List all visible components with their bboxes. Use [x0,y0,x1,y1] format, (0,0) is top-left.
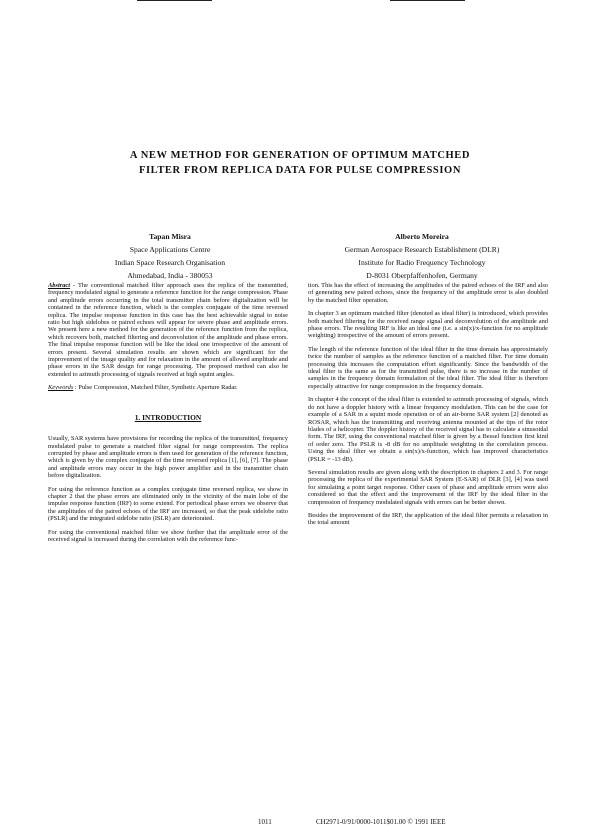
keywords-text: : Pulse Compression, Matched Filter, Synthetic Aperture Radar. [73,384,238,392]
paragraph: In chapter 4 the concept of the ideal filter is extended to azimuth processing of signals, which do not have a doppler history with a linear frequency modulation. This can be the case for example of a SAR in a squint mode operation or of an air-borne SAR system [2] denoted as ROSAR, which has the transmitting and receiving antenna mounted at the tips of the rotor blades of a helicopter. The doppler history of the received signal has to calculate a sinusoidal form. The IRF, using the conventional matched filter is given by a Bessel function first kind of order zero. The PSLR is -8 dB for no amplitude weighting in the correlation process. Using the ideal filter we obtain a sin(x)/x-function, which has improved characteristics (PSLR = -13 dB). [308,396,548,463]
abstract-text: - The conventional matched filter approach uses the replica of the transmitted, frequency modulated signal to generate a reference function for the range compression. Phase and amplitude errors occurring in the total transmitter chain before digitalization will be contained in the reference function, which is the complex conjugate of the time reversed replica. The impulse response function in this case has the best achievable signal to noise ratio but high sidelobes or paired echoes will appear for severe phase and amplitude errors. We present here a new method for the generation of the reference function from the replica, which recovers both, matched filtering and deconvolution of the amplitude and phase errors. The final impulse response function will be like the ideal one irrespective of the amount of errors present. Several simulation results are shown which are significant for the improvement of the image quality and for relaxation in the amount of allowed amplitude and phase errors in the SAR design for range processing. The proposed method can also be extended to azimuth processing of signals received at high squint angles. [48,282,288,378]
paragraph: Besides the improvement of the IRF, the application of the ideal filter permits a relaxation in the total amount [308,511,548,527]
title-line-1: A NEW METHOD FOR GENERATION OF OPTIMUM MATCHED [129,150,471,161]
paragraph: Several simulation results are given along with the description in chapters 2 and 3. For range processing the replica of the experimental SAR System (E-SAR) of DLR [3], [4] was used for simulating a point target response. Other cases of phase and amplitude errors were also considered so that the effect and the improvement of the IRF by the ideal filter in the compression of frequency modulated signals with errors can be better shown. [308,468,548,506]
author-block-2 [302,230,542,282]
abstract-label: Abstract [48,282,71,289]
author-affiliation: Space Applications Centre [129,245,211,254]
left-column [48,282,288,549]
author-name: Alberto Moreira [395,232,449,241]
top-rule-left [137,0,212,1]
author-affiliation: Indian Space Research Organisation [114,258,226,267]
keywords [48,384,288,391]
paragraph: For using the conventional matched filter we show further that the amplitude error of the received signal is increased during the correlation with the reference func- [48,528,288,543]
paragraph: Usually, SAR systems have provisions for recording the replica of the transmitted, frequency modulated pulse to generate a matched filter signal for range compression. The replica corrupted by phase and amplitude errors is then used for generation of the reference function, which is given by the complex conjugate of the time reversed replica [1], [6], [7]. The phase and amplitude errors may occur in the high power amplifier and in the transmitter chain before digitalization. [48,435,288,480]
author-block-1 [50,230,290,282]
author-affiliation: Institute for Radio Frequency Technology [358,258,486,267]
paragraph: The length of the reference function of the ideal filter in the time domain has approximately twice the number of samples as the reference function of a matched filter. For time domain processing this increases the computation effort significantly. Since the bandwidth of the ideal filter is the same as for the transmitted pulse, there is no increase in the number of samples in the frequency domain formulation of the ideal filter. The ideal filter is therefore especially attractive for range compression in the frequency domain. [308,345,548,390]
paragraph: tion. This has the effect of increasing the amplitudes of the paired echoes of the IRF and also of generating new paired echoes, since the frequency of the amplitude error is also doubled by the matched filter operation. [308,282,548,304]
abstract [48,282,288,378]
keywords-label: Keywords [48,384,74,392]
page-number: 1011 [258,818,272,826]
author-affiliation: German Aerospace Research Establishment (DLR) [344,245,500,254]
section-heading: 1. INTRODUCTION [134,412,202,422]
top-rule-right [390,0,465,1]
author-name: Tapan Misra [149,232,191,241]
title-line-2: FILTER FROM REPLICA DATA FOR PULSE COMPRESSION [138,165,462,176]
paragraph: In chapter 3 an optimum matched filter (denoted as ideal filter) is introduced, which provides both matched filtering for the received range signal and deconvolution of the amplitude and phase errors. The resulting IRF is like an ideal one (i.e. a sin(x)/x-function for no amplitude weighting) irrespective of the amount of errors present. [308,310,548,340]
author-affiliation: D-8031 Oberpfaffenhofen, Germany [366,271,478,280]
copyright-line: CH2971-0/91/0000-1011$01.00 © 1991 IEEE [316,818,446,826]
paragraph: For using the reference function as a complex conjugate time reversed replica, we show in chapter 2 that the phase errors are eliminated only in the vicinity of the main lobe of the impulse response function (IRF) to some extend. For periodical phase errors we observe that the amplitudes of the paired echoes of the IRF are increased, so that the peak sidelobe ratio (PSLR) and the integrated sidelobe ratio (ISLR) are deteriorated. [48,485,288,523]
right-column [308,282,548,533]
paper-title [60,148,540,178]
author-affiliation: Ahmedabad, India - 380053 [127,271,213,280]
